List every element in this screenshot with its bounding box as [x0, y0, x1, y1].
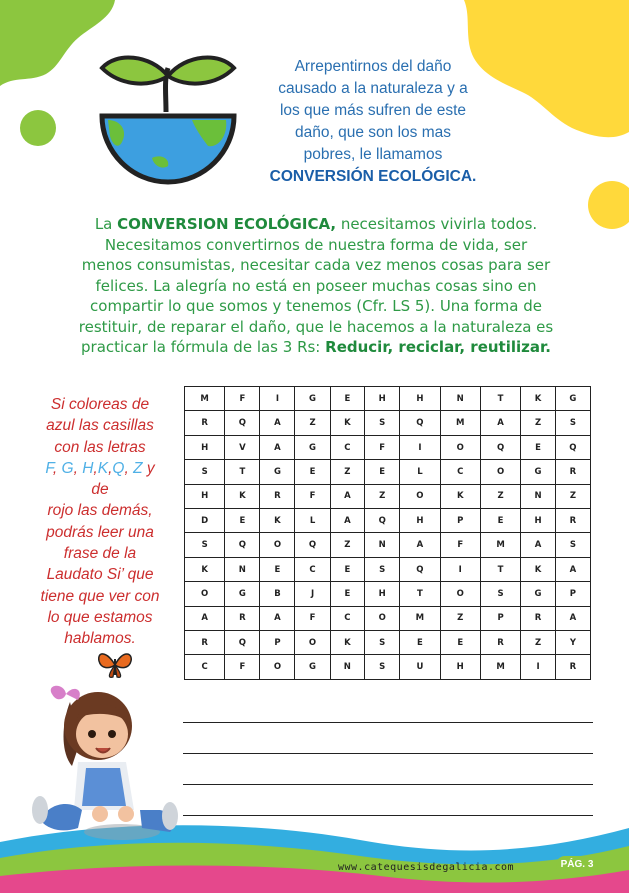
answer-line[interactable] — [183, 722, 593, 723]
grid-cell[interactable]: Z — [440, 606, 480, 630]
grid-cell[interactable]: E — [480, 509, 520, 533]
grid-cell[interactable]: F — [365, 435, 400, 459]
grid-cell[interactable]: C — [330, 435, 365, 459]
body-paragraph — [40, 214, 592, 358]
grid-cell[interactable]: T — [225, 460, 260, 484]
grid-cell[interactable]: G — [260, 460, 295, 484]
green-paint-dot — [20, 110, 56, 146]
grid-cell[interactable]: T — [400, 582, 440, 606]
grid-cell[interactable]: A — [330, 509, 365, 533]
grid-cell[interactable]: Z — [521, 411, 556, 435]
grid-cell[interactable]: V — [225, 435, 260, 459]
grid-cell[interactable]: N — [225, 557, 260, 581]
grid-cell[interactable]: P — [440, 509, 480, 533]
body-line: felices. La alegría no está en poseer muchas cosas sino en — [95, 276, 537, 295]
body-line: restituir, de reparar el daño, que le hacemos a la naturaleza es — [78, 317, 554, 336]
grid-cell[interactable]: A — [480, 411, 520, 435]
grid-cell[interactable]: O — [365, 606, 400, 630]
grid-cell[interactable]: R — [185, 631, 225, 655]
grid-cell[interactable]: R — [260, 484, 295, 508]
grid-cell[interactable]: S — [365, 557, 400, 581]
grid-cell[interactable]: G — [295, 387, 330, 411]
grid-cell[interactable]: C — [185, 655, 225, 680]
instr-line: Laudato Si’ que — [46, 566, 154, 584]
grid-cell[interactable]: M — [480, 533, 520, 557]
grid-cell[interactable]: Z — [480, 484, 520, 508]
instr-line: lo que estamos — [47, 608, 153, 626]
grid-cell[interactable]: E — [440, 631, 480, 655]
yellow-paint-splash — [464, 0, 629, 137]
grid-cell[interactable]: A — [260, 435, 295, 459]
grid-cell[interactable]: K — [260, 509, 295, 533]
grid-cell[interactable]: R — [480, 631, 520, 655]
grid-cell[interactable]: S — [365, 631, 400, 655]
grid-cell[interactable]: Q — [225, 631, 260, 655]
grid-cell[interactable]: Q — [400, 557, 440, 581]
grid-cell[interactable]: N — [440, 387, 480, 411]
grid-cell[interactable]: H — [521, 509, 556, 533]
grid-cell[interactable]: I — [260, 387, 295, 411]
grid-cell[interactable]: E — [330, 557, 365, 581]
grid-cell[interactable]: H — [400, 387, 440, 411]
grid-cell[interactable]: E — [225, 509, 260, 533]
grid-cell[interactable]: G — [521, 582, 556, 606]
grid-cell[interactable]: N — [365, 533, 400, 557]
instr-line: Si coloreas de — [50, 396, 150, 413]
instr-line: hablamos. — [64, 630, 136, 648]
grid-cell[interactable]: Q — [555, 435, 590, 459]
grid-cell[interactable]: A — [185, 606, 225, 630]
grid-cell[interactable]: A — [330, 484, 365, 508]
grid-cell[interactable]: N — [330, 655, 365, 680]
instr-line: rojo las demás, — [47, 502, 153, 520]
body-text: La — [94, 215, 118, 233]
intro-text — [262, 56, 484, 188]
body-line: Necesitamos convertirnos de nuestra forma de vida, ser — [104, 235, 528, 254]
grid-row — [185, 411, 591, 435]
body-text: practicar la fórmula de las 3 Rs: — [81, 338, 326, 356]
grid-cell[interactable]: Q — [225, 533, 260, 557]
grid-cell[interactable]: H — [185, 484, 225, 508]
grid-row — [185, 533, 591, 557]
intro-line: pobres, le llamamos — [303, 146, 443, 163]
girl-illustration — [30, 682, 182, 842]
grid-row — [185, 631, 591, 655]
grid-cell[interactable]: P — [260, 631, 295, 655]
grid-cell[interactable]: K — [225, 484, 260, 508]
footer-url[interactable]: www.catequesisdegalicia.com — [338, 862, 515, 873]
grid-cell[interactable]: H — [440, 655, 480, 680]
grid-cell[interactable]: U — [400, 655, 440, 680]
grid-cell[interactable]: I — [521, 655, 556, 680]
grid-cell[interactable]: Q — [295, 533, 330, 557]
grid-cell[interactable]: G — [555, 387, 590, 411]
grid-cell[interactable]: M — [185, 387, 225, 411]
grid-cell[interactable]: Z — [295, 411, 330, 435]
letter: H — [82, 459, 94, 477]
grid-cell[interactable]: E — [260, 557, 295, 581]
grid-cell[interactable]: G — [295, 435, 330, 459]
grid-cell[interactable]: K — [330, 411, 365, 435]
grid-cell[interactable]: I — [440, 557, 480, 581]
grid-cell[interactable]: R — [555, 460, 590, 484]
answer-line[interactable] — [183, 815, 593, 816]
grid-row — [185, 460, 591, 484]
puzzle-instructions — [36, 394, 164, 650]
instr-text: y de — [91, 459, 155, 499]
grid-row — [185, 582, 591, 606]
grid-cell[interactable]: O — [260, 533, 295, 557]
body-text: necesitamos vivirla todos. — [336, 215, 538, 233]
grid-cell[interactable]: O — [185, 582, 225, 606]
grid-cell[interactable]: S — [555, 533, 590, 557]
grid-cell[interactable]: Z — [555, 484, 590, 508]
grid-cell[interactable]: E — [521, 435, 556, 459]
grid-cell[interactable]: F — [440, 533, 480, 557]
instr-line: con las letras — [54, 438, 146, 456]
grid-cell[interactable]: K — [440, 484, 480, 508]
letter: Z — [133, 459, 143, 477]
instr-line: azul las casillas — [46, 417, 154, 435]
grid-cell[interactable]: L — [295, 509, 330, 533]
intro-highlight: CONVERSIÓN ECOLÓGICA. — [269, 168, 477, 185]
grid-cell[interactable]: S — [185, 460, 225, 484]
grid-cell[interactable]: R — [521, 606, 556, 630]
grid-cell[interactable]: K — [521, 387, 556, 411]
grid-cell[interactable]: A — [555, 606, 590, 630]
grid-cell[interactable]: O — [440, 435, 480, 459]
letter-grid — [184, 386, 591, 680]
grid-row — [185, 606, 591, 630]
grid-cell[interactable]: A — [400, 533, 440, 557]
grid-cell[interactable]: D — [185, 509, 225, 533]
grid-cell[interactable]: O — [260, 655, 295, 680]
grid-cell[interactable]: A — [521, 533, 556, 557]
grid-cell[interactable]: P — [555, 582, 590, 606]
grid-cell[interactable]: O — [295, 631, 330, 655]
grid-cell[interactable]: Z — [330, 460, 365, 484]
intro-line: Arrepentirnos del daño — [294, 58, 452, 75]
grid-cell[interactable]: M — [400, 606, 440, 630]
body-bold: Reducir, reciclar, reutilizar. — [325, 338, 551, 356]
grid-cell[interactable]: H — [400, 509, 440, 533]
intro-line: los que más sufren de este — [279, 102, 467, 119]
grid-cell[interactable]: C — [440, 460, 480, 484]
grid-cell[interactable]: P — [480, 606, 520, 630]
earth-sprout-icon — [98, 46, 240, 188]
grid-cell[interactable]: N — [521, 484, 556, 508]
grid-cell[interactable]: I — [400, 435, 440, 459]
answer-line[interactable] — [183, 753, 593, 754]
grid-cell[interactable]: Z — [330, 533, 365, 557]
grid-row — [185, 484, 591, 508]
grid-cell[interactable]: G — [521, 460, 556, 484]
grid-cell[interactable]: Q — [365, 509, 400, 533]
grid-cell[interactable]: K — [330, 631, 365, 655]
butterfly-icon — [97, 647, 133, 681]
grid-cell[interactable]: E — [295, 460, 330, 484]
grid-cell[interactable]: M — [440, 411, 480, 435]
grid-cell[interactable]: E — [330, 387, 365, 411]
grid-cell[interactable]: S — [480, 582, 520, 606]
grid-cell[interactable]: J — [295, 582, 330, 606]
grid-cell[interactable]: Z — [365, 484, 400, 508]
grid-cell[interactable]: F — [295, 606, 330, 630]
grid-cell[interactable]: S — [185, 533, 225, 557]
yellow-paint-dot — [588, 181, 629, 229]
grid-cell[interactable]: Z — [521, 631, 556, 655]
grid-cell[interactable]: R — [555, 509, 590, 533]
instr-line: frase de la — [63, 545, 137, 563]
grid-cell[interactable]: F — [225, 387, 260, 411]
grid-cell[interactable]: F — [295, 484, 330, 508]
grid-cell[interactable]: C — [295, 557, 330, 581]
grid-cell[interactable]: R — [555, 655, 590, 680]
grid-cell[interactable]: Y — [555, 631, 590, 655]
grid-cell[interactable]: R — [225, 606, 260, 630]
grid-cell[interactable]: G — [295, 655, 330, 680]
grid-cell[interactable]: A — [260, 606, 295, 630]
grid-cell[interactable]: O — [400, 484, 440, 508]
grid-cell[interactable]: S — [365, 411, 400, 435]
letter: G — [61, 459, 74, 477]
page-number-badge: PÁG. 3 — [556, 856, 598, 874]
answer-line[interactable] — [183, 784, 593, 785]
grid-cell[interactable]: M — [480, 655, 520, 680]
grid-row — [185, 655, 591, 680]
grid-cell[interactable]: E — [330, 582, 365, 606]
body-line: menos consumistas, necesitar cada vez menos cosas para ser — [81, 256, 551, 274]
letter: F — [45, 459, 53, 477]
intro-line: daño, que son los mas — [295, 124, 451, 141]
grid-cell[interactable]: G — [225, 582, 260, 606]
grid-row — [185, 557, 591, 581]
body-line: compartir lo que somos y tenemos (Cfr. LS 5). Una forma de — [90, 297, 542, 315]
body-bold: CONVERSION ECOLÓGICA, — [117, 215, 337, 233]
grid-cell[interactable]: R — [185, 411, 225, 435]
grid-cell[interactable]: T — [480, 387, 520, 411]
grid-row — [185, 509, 591, 533]
instr-line: podrás leer una — [46, 523, 154, 541]
grid-cell[interactable]: S — [555, 411, 590, 435]
grid-cell[interactable]: S — [365, 655, 400, 680]
grid-cell[interactable]: Q — [225, 411, 260, 435]
grid-cell[interactable]: L — [400, 460, 440, 484]
grid-cell[interactable]: H — [365, 387, 400, 411]
grid-cell[interactable]: F — [225, 655, 260, 680]
grid-cell[interactable]: H — [185, 435, 225, 459]
grid-cell[interactable]: T — [480, 557, 520, 581]
grid-cell[interactable]: O — [480, 460, 520, 484]
instr-line: tiene que ver con — [40, 587, 160, 605]
grid-cell[interactable]: Q — [480, 435, 520, 459]
grid-cell[interactable]: H — [365, 582, 400, 606]
grid-cell[interactable]: C — [330, 606, 365, 630]
intro-line: causado a la naturaleza y a — [278, 80, 468, 97]
letter: K — [97, 459, 109, 477]
grid-cell[interactable]: A — [555, 557, 590, 581]
grid-cell[interactable]: Q — [400, 411, 440, 435]
grid-row — [185, 435, 591, 459]
letter: Q — [112, 459, 125, 477]
grid-cell[interactable]: K — [521, 557, 556, 581]
instr-letters-line: F, G, H,K,Q, Z y de — [45, 459, 155, 499]
grid-cell[interactable]: B — [260, 582, 295, 606]
grid-row — [185, 387, 591, 411]
grid-cell[interactable]: E — [400, 631, 440, 655]
grid-cell[interactable]: O — [440, 582, 480, 606]
grid-cell[interactable]: E — [365, 460, 400, 484]
grid-cell[interactable]: K — [185, 557, 225, 581]
grid-cell[interactable]: A — [260, 411, 295, 435]
